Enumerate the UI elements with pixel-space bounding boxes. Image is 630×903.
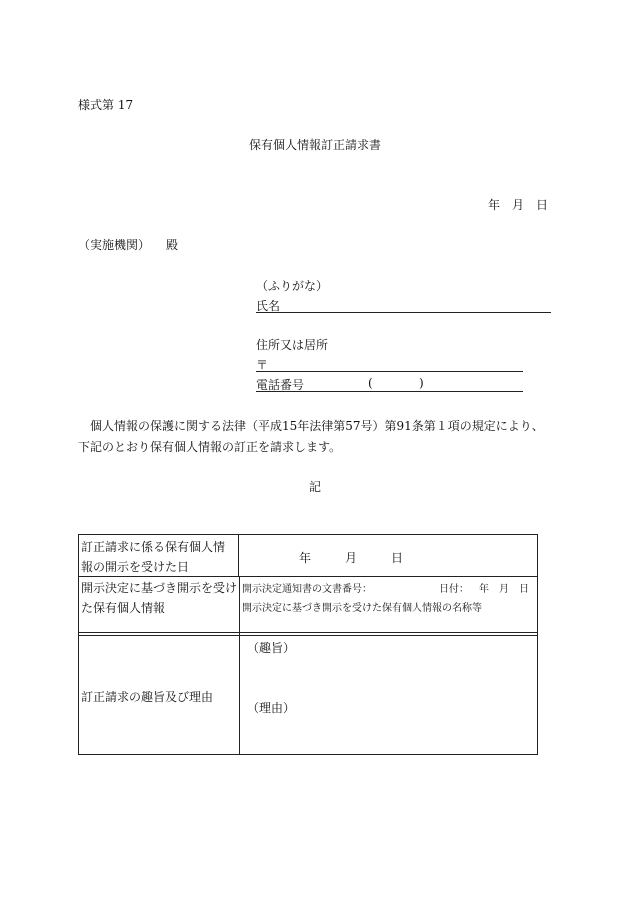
agency-line	[78, 236, 178, 253]
furigana-label: （ふりがな）	[256, 279, 329, 293]
column-divider	[79, 535, 239, 576]
name-label: 氏名	[256, 299, 281, 313]
row1-date[interactable]	[299, 549, 437, 566]
phone-paren-close: )	[419, 376, 424, 390]
page-title: 保有個人情報訂正請求書	[248, 138, 381, 152]
name-field[interactable]	[256, 297, 551, 313]
phone-field[interactable]	[256, 376, 523, 392]
row1-year: 年	[299, 551, 312, 565]
agency-honorific: 殿	[166, 238, 179, 252]
row3-reason[interactable]: （理由）	[247, 701, 296, 715]
row3-cell	[79, 635, 239, 755]
day-label: 日	[535, 198, 548, 212]
row2-day: 日	[519, 584, 529, 595]
row1-label: 訂正請求に係る保有個人情報の開示を受けた日	[79, 535, 239, 576]
row2-date-label: 日付：	[439, 584, 469, 595]
year-label: 年	[487, 198, 500, 212]
date-line	[476, 196, 548, 213]
request-table	[78, 534, 538, 755]
row2-month: 月	[499, 584, 509, 595]
postal-field[interactable]	[256, 356, 523, 372]
row2-doc-number[interactable]: 開示決定通知書の文書番号：	[242, 584, 372, 595]
agency-label: （実施機関）	[78, 238, 151, 252]
form-number: 様式第 17	[78, 98, 134, 112]
month-label: 月	[511, 198, 524, 212]
row3-label: 訂正請求の趣旨及び理由	[81, 690, 214, 704]
phone-label: 電話番号	[256, 378, 305, 392]
row2-date[interactable]	[429, 580, 529, 595]
postal-mark: 〒	[256, 358, 269, 372]
body-text: 個人情報の保護に関する法律（平成15年法律第57号）第91条第１項の規定により、下記のとおり保有個人情報の訂正を請求します。	[78, 419, 544, 454]
row2-year: 年	[479, 584, 489, 595]
row-divider	[79, 632, 537, 633]
column-divider	[239, 576, 240, 755]
row2-info-name[interactable]: 開示決定に基づき開示を受けた保有個人情報の名称等	[242, 603, 482, 614]
row1-day: 日	[391, 551, 404, 565]
row3-purpose[interactable]: （趣旨）	[247, 641, 296, 655]
address-label: 住所又は居所	[256, 338, 329, 352]
ki-heading: 記	[308, 480, 321, 494]
row2-label: 開示決定に基づき開示を受けた保有個人情報	[81, 581, 238, 615]
phone-paren-open: (	[368, 376, 373, 390]
row1-month: 月	[345, 551, 358, 565]
